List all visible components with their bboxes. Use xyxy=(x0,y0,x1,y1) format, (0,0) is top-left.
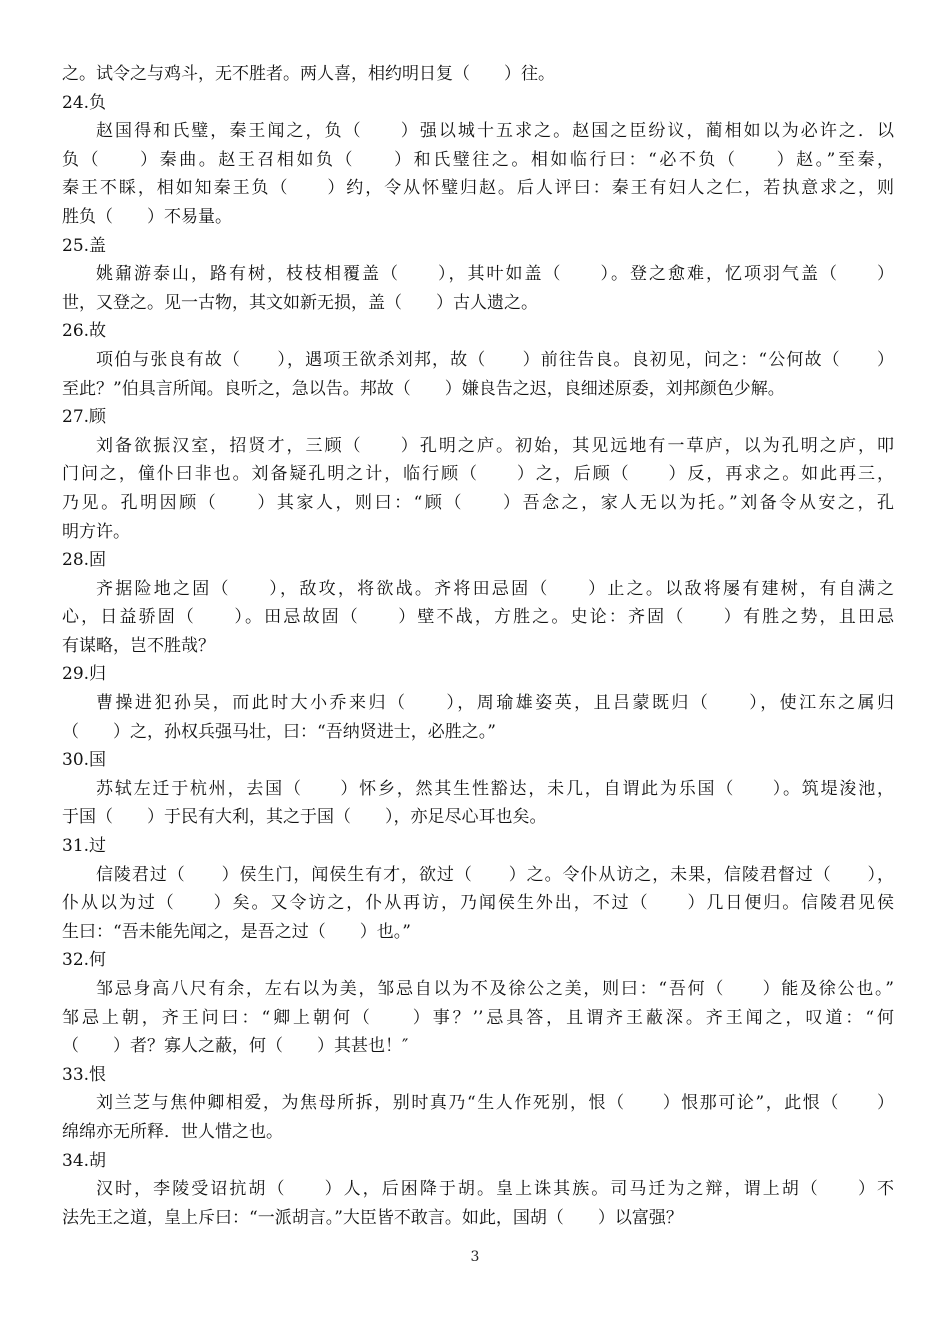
section-heading: 29.归 xyxy=(62,664,107,685)
paragraph-line: 仆从以为过（ ）矣。又令访之，仆从再访，乃闻侯生外出，不过（ ）几日便归。信陵君见侯 xyxy=(62,893,894,914)
exercise-section xyxy=(62,317,894,403)
paragraph-line: 有谋略，岂不胜哉？ xyxy=(62,635,215,656)
section-heading: 28.固 xyxy=(62,550,107,571)
paragraph-line: 秦王不睬，相如知秦王负（ ）约，令从怀璧归赵。后人评曰：秦王有妇人之仁，若执意求之，则 xyxy=(62,178,894,199)
section-heading: 31.过 xyxy=(62,836,107,857)
paragraph-line: 明方许。 xyxy=(62,521,130,542)
section-heading: 34.胡 xyxy=(62,1150,107,1171)
paragraph-line: 之。试令之与鸡斗，无不胜者。两人喜，相约明日复（ ）往。 xyxy=(62,64,555,84)
intro-paragraph xyxy=(62,60,894,89)
page-number: 3 xyxy=(470,1249,480,1265)
paragraph-line: 心，日益骄固（ ）。田忌故固（ ）壁不战，方胜之。史论：齐固（ ）有胜之势，且田忌 xyxy=(62,607,894,628)
paragraph-line: 汉时，李陵受诏抗胡（ ）人，后困降于胡。皇上诛其族。司马迁为之辩，谓上胡（ ）不 xyxy=(96,1179,894,1200)
section-heading: 27.顾 xyxy=(62,407,107,428)
section-heading: 30.国 xyxy=(62,750,107,771)
section-heading: 25.盖 xyxy=(62,235,107,256)
paragraph-line: 世，又登之。见一古物，其文如新无损，盖（ ）古人遗之。 xyxy=(62,292,538,313)
paragraph-line: 绵绵亦无所释．世人惜之也。 xyxy=(62,1121,283,1142)
exercise-section xyxy=(62,1147,894,1233)
exercise-section xyxy=(62,946,894,1060)
exercise-section xyxy=(62,746,894,832)
paragraph-line: （ ）之，孙权兵强马壮，曰：“吾纳贤进士，必胜之。” xyxy=(62,721,496,742)
paragraph-line: 乃见。孔明因顾（ ）其家人，则曰：“顾（ ）吾念之，家人无以为托。”刘备令从安之，孔 xyxy=(62,492,894,513)
exercise-section xyxy=(62,403,894,546)
paragraph-line: 赵国得和氏璧，秦王闻之，负（ ）强以城十五求之。赵国之臣纷议，蔺相如以为必许之．以 xyxy=(96,121,894,142)
paragraph-line: 法先王之道，皇上斥曰：“一派胡言。”大臣皆不敢言。如此，国胡（ ）以富强？ xyxy=(62,1207,683,1228)
exercise-section xyxy=(62,89,894,232)
section-heading: 33.恨 xyxy=(62,1064,107,1085)
paragraph-line: 刘备欲振汉室，招贤才，三顾（ ）孔明之庐。初始，其见远地有一草庐，以为孔明之庐，叩 xyxy=(96,435,894,456)
paragraph-line: 曹操进犯孙吴，而此时大小乔来归（ ），周瑜雄姿英，且吕蒙既归（ ），使江东之属归 xyxy=(96,693,894,714)
exercise-section xyxy=(62,660,894,746)
section-heading: 32.何 xyxy=(62,950,107,971)
paragraph-line: 邹忌上朝，齐王问曰：“卿上朝何（ ）事？’’忌具答，且谓齐王蔽深。齐王闻之，叹道：“何 xyxy=(62,1007,894,1028)
paragraph-line: 刘兰芝与焦仲卿相爱，为焦母所拆，别时真乃“生人作死别，恨（ ）恨那可论”，此恨（ ） xyxy=(96,1093,894,1114)
paragraph-line: 负（ ）秦曲。赵王召相如负（ ）和氏璧往之。相如临行曰：“必不负（ ）赵。”至秦， xyxy=(62,149,894,170)
paragraph-line: 齐据险地之固（ ），敌攻，将欲战。齐将田忌固（ ）止之。以敌将屡有建树，有自满之 xyxy=(96,578,894,599)
paragraph-line: 生曰：“吾未能先闻之，是吾之过（ ）也。” xyxy=(62,921,411,942)
paragraph-line: 信陵君过（ ）侯生门，闻侯生有才，欲过（ ）之。令仆从访之，未果，信陵君督过（ ）， xyxy=(96,864,894,885)
paragraph-line: 至此？”伯具言所闻。良听之，急以告。邦故（ ）嫌良告之迟，良细述原委，刘邦颜色少解。 xyxy=(62,378,785,399)
document-body xyxy=(62,60,894,1232)
exercise-section xyxy=(62,232,894,318)
paragraph-line: （ ）者？寡人之蔽，何（ ）其甚也！″ xyxy=(62,1036,409,1057)
exercise-section xyxy=(62,546,894,660)
exercise-section xyxy=(62,1061,894,1147)
paragraph-line: 姚鼐游泰山，路有树，枝枝相覆盖（ ），其叶如盖（ ）。登之愈难，忆项羽气盖（ ） xyxy=(96,264,894,285)
paragraph-line: 项伯与张良有故（ ），遇项王欲杀刘邦，故（ ）前往告良。良初见，问之：“公何故（ ） xyxy=(96,349,894,370)
section-heading: 24.负 xyxy=(62,92,107,113)
exercise-section xyxy=(62,832,894,946)
paragraph-line: 门问之，僮仆曰非也。刘备疑孔明之计，临行顾（ ）之，后顾（ ）反，再求之。如此再三， xyxy=(62,464,894,485)
section-heading: 26.故 xyxy=(62,321,107,342)
paragraph-line: 于国（ ）于民有大利，其之于国（ ），亦足尽心耳也矣。 xyxy=(62,807,547,828)
exercise-sections xyxy=(62,89,894,1233)
paragraph-line: 胜负（ ）不易量。 xyxy=(62,206,232,227)
paragraph-line: 邹忌身高八尺有余，左右以为美，邹忌自以为不及徐公之美，则曰：“吾何（ ）能及徐公也。” xyxy=(96,979,894,999)
paragraph-line: 苏轼左迁于杭州，去国（ ）怀乡，然其生性豁达，未几，自谓此为乐国（ ）。筑堤浚池， xyxy=(96,778,894,799)
